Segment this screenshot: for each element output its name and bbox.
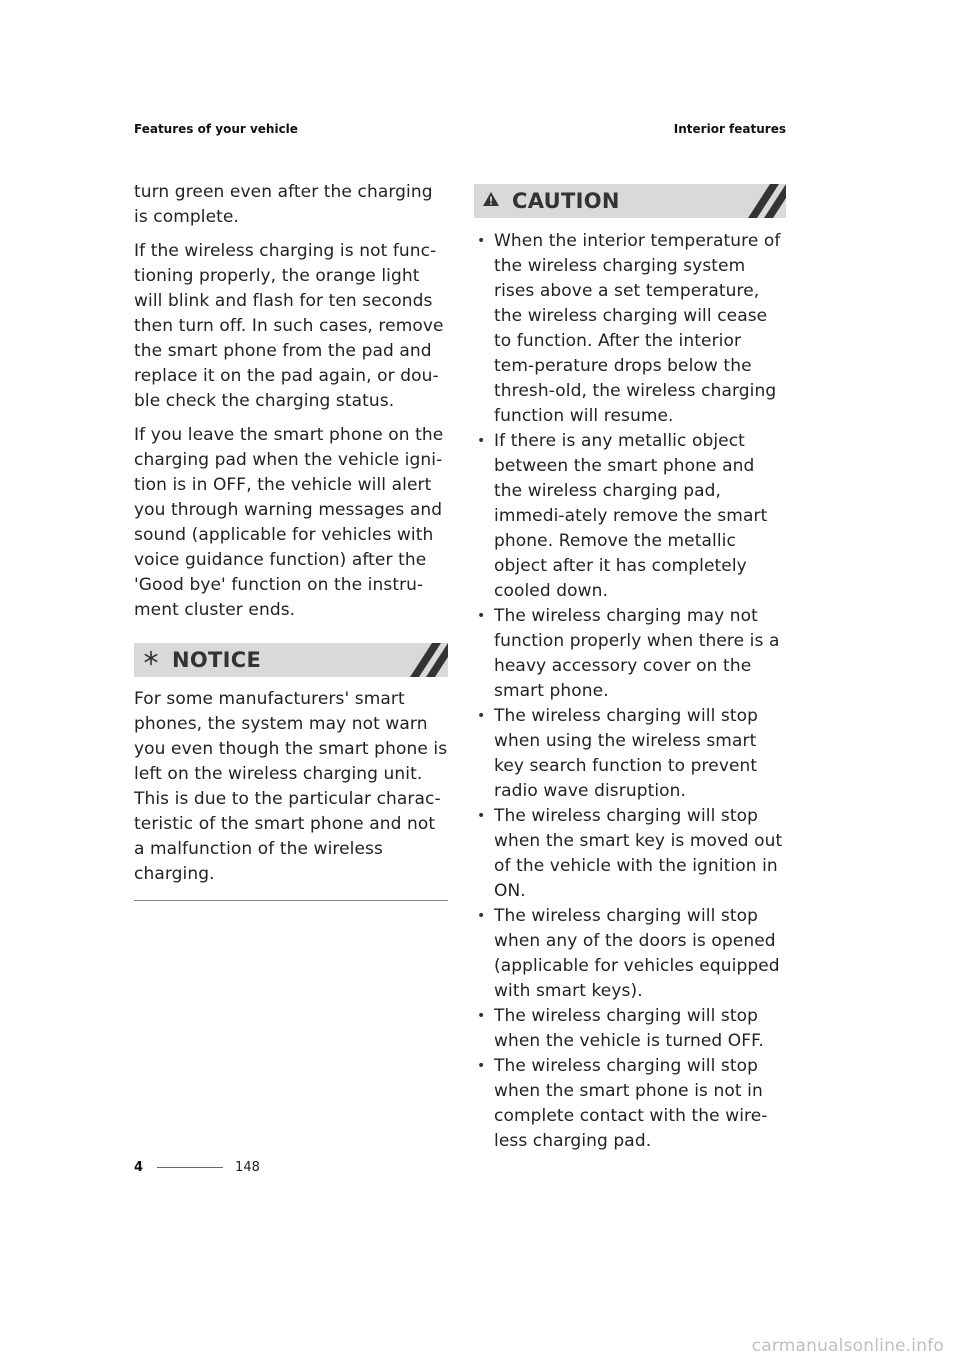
notice-box xyxy=(134,643,448,901)
bullet-icon: • xyxy=(477,233,486,249)
watermark: carmanualsonline.info xyxy=(751,1336,944,1356)
caution-list xyxy=(474,229,786,1154)
list-item: • The wireless charging will stop when the vehicle is turned OFF. xyxy=(477,1006,764,1051)
bullet-icon: • xyxy=(477,1058,486,1074)
list-item: • The wireless charging will stop when the smart key is moved out of the vehicle with the ignition in ON. xyxy=(477,806,783,901)
banner-stripes xyxy=(396,643,448,677)
warning-triangle-icon xyxy=(478,191,504,212)
list-item: • The wireless charging will stop when using the wireless smart key search function to prevent radio wave disruption. xyxy=(477,706,759,801)
list-item: • The wireless charging will stop when any of the doors is opened (applicable for vehicles equipped with smart keys). xyxy=(477,906,780,1001)
list-item: • The wireless charging may not function properly when there is a heavy accessory cover on the smart phone. xyxy=(477,606,780,701)
asterisk-icon xyxy=(138,650,164,671)
caution-banner xyxy=(474,184,786,218)
list-item: • When the interior temperature of the wireless charging system rises above a set temperature, the wireless charging will cease to function. After the interior tem-perature drops below the thresh-old, the wireless charging function will resume. xyxy=(477,231,781,426)
body-paragraph: turn green even after the charging is complete. xyxy=(134,182,433,227)
footer-rule xyxy=(157,1167,223,1168)
bullet-icon: • xyxy=(477,808,486,824)
body-paragraph: If the wireless charging is not func-tioning properly, the orange light will blink and flash for ten seconds then turn off. In such cases, remove the smart phone from the pad and replace it on the pad again, or dou-ble check the charging status. xyxy=(134,241,444,411)
left-column xyxy=(134,180,448,901)
chapter-number: 4 xyxy=(134,1160,144,1175)
notice-banner xyxy=(134,643,448,677)
bullet-icon: • xyxy=(477,608,486,624)
page-number: 148 xyxy=(235,1160,260,1175)
section-divider xyxy=(134,900,448,901)
bullet-icon: • xyxy=(477,908,486,924)
body-paragraph: If you leave the smart phone on the charging pad when the vehicle igni-tion is in OFF, the vehicle will alert you through warning messages and sound (applicable for vehicles with voice guidance function) after the 'Good bye' function on the instru-ment cluster ends. xyxy=(134,425,444,620)
running-header-topic: Interior features xyxy=(673,122,786,136)
list-item: • If there is any metallic object between the smart phone and the wireless charging pad, immedi-ately remove the smart phone. Remove the metallic object after it has completely cooled down. xyxy=(477,431,768,601)
bullet-icon: • xyxy=(477,708,486,724)
banner-stripes xyxy=(734,184,786,218)
notice-title: NOTICE xyxy=(172,648,262,672)
caution-title: CAUTION xyxy=(512,189,620,213)
list-item: • The wireless charging will stop when the smart phone is not in complete contact with the wire-less charging pad. xyxy=(477,1056,768,1151)
right-column xyxy=(474,184,786,1154)
notice-text: For some manufacturers' smart phones, the system may not warn you even though the smart phone is left on the wireless charging unit. This is due to the particular charac-teristic of the smart phone and not a malfunction of the wireless charging. xyxy=(134,689,448,884)
bullet-icon: • xyxy=(477,433,486,449)
running-header-section: Features of your vehicle xyxy=(134,122,298,136)
bullet-icon: • xyxy=(477,1008,486,1024)
page-footer xyxy=(134,1160,260,1175)
